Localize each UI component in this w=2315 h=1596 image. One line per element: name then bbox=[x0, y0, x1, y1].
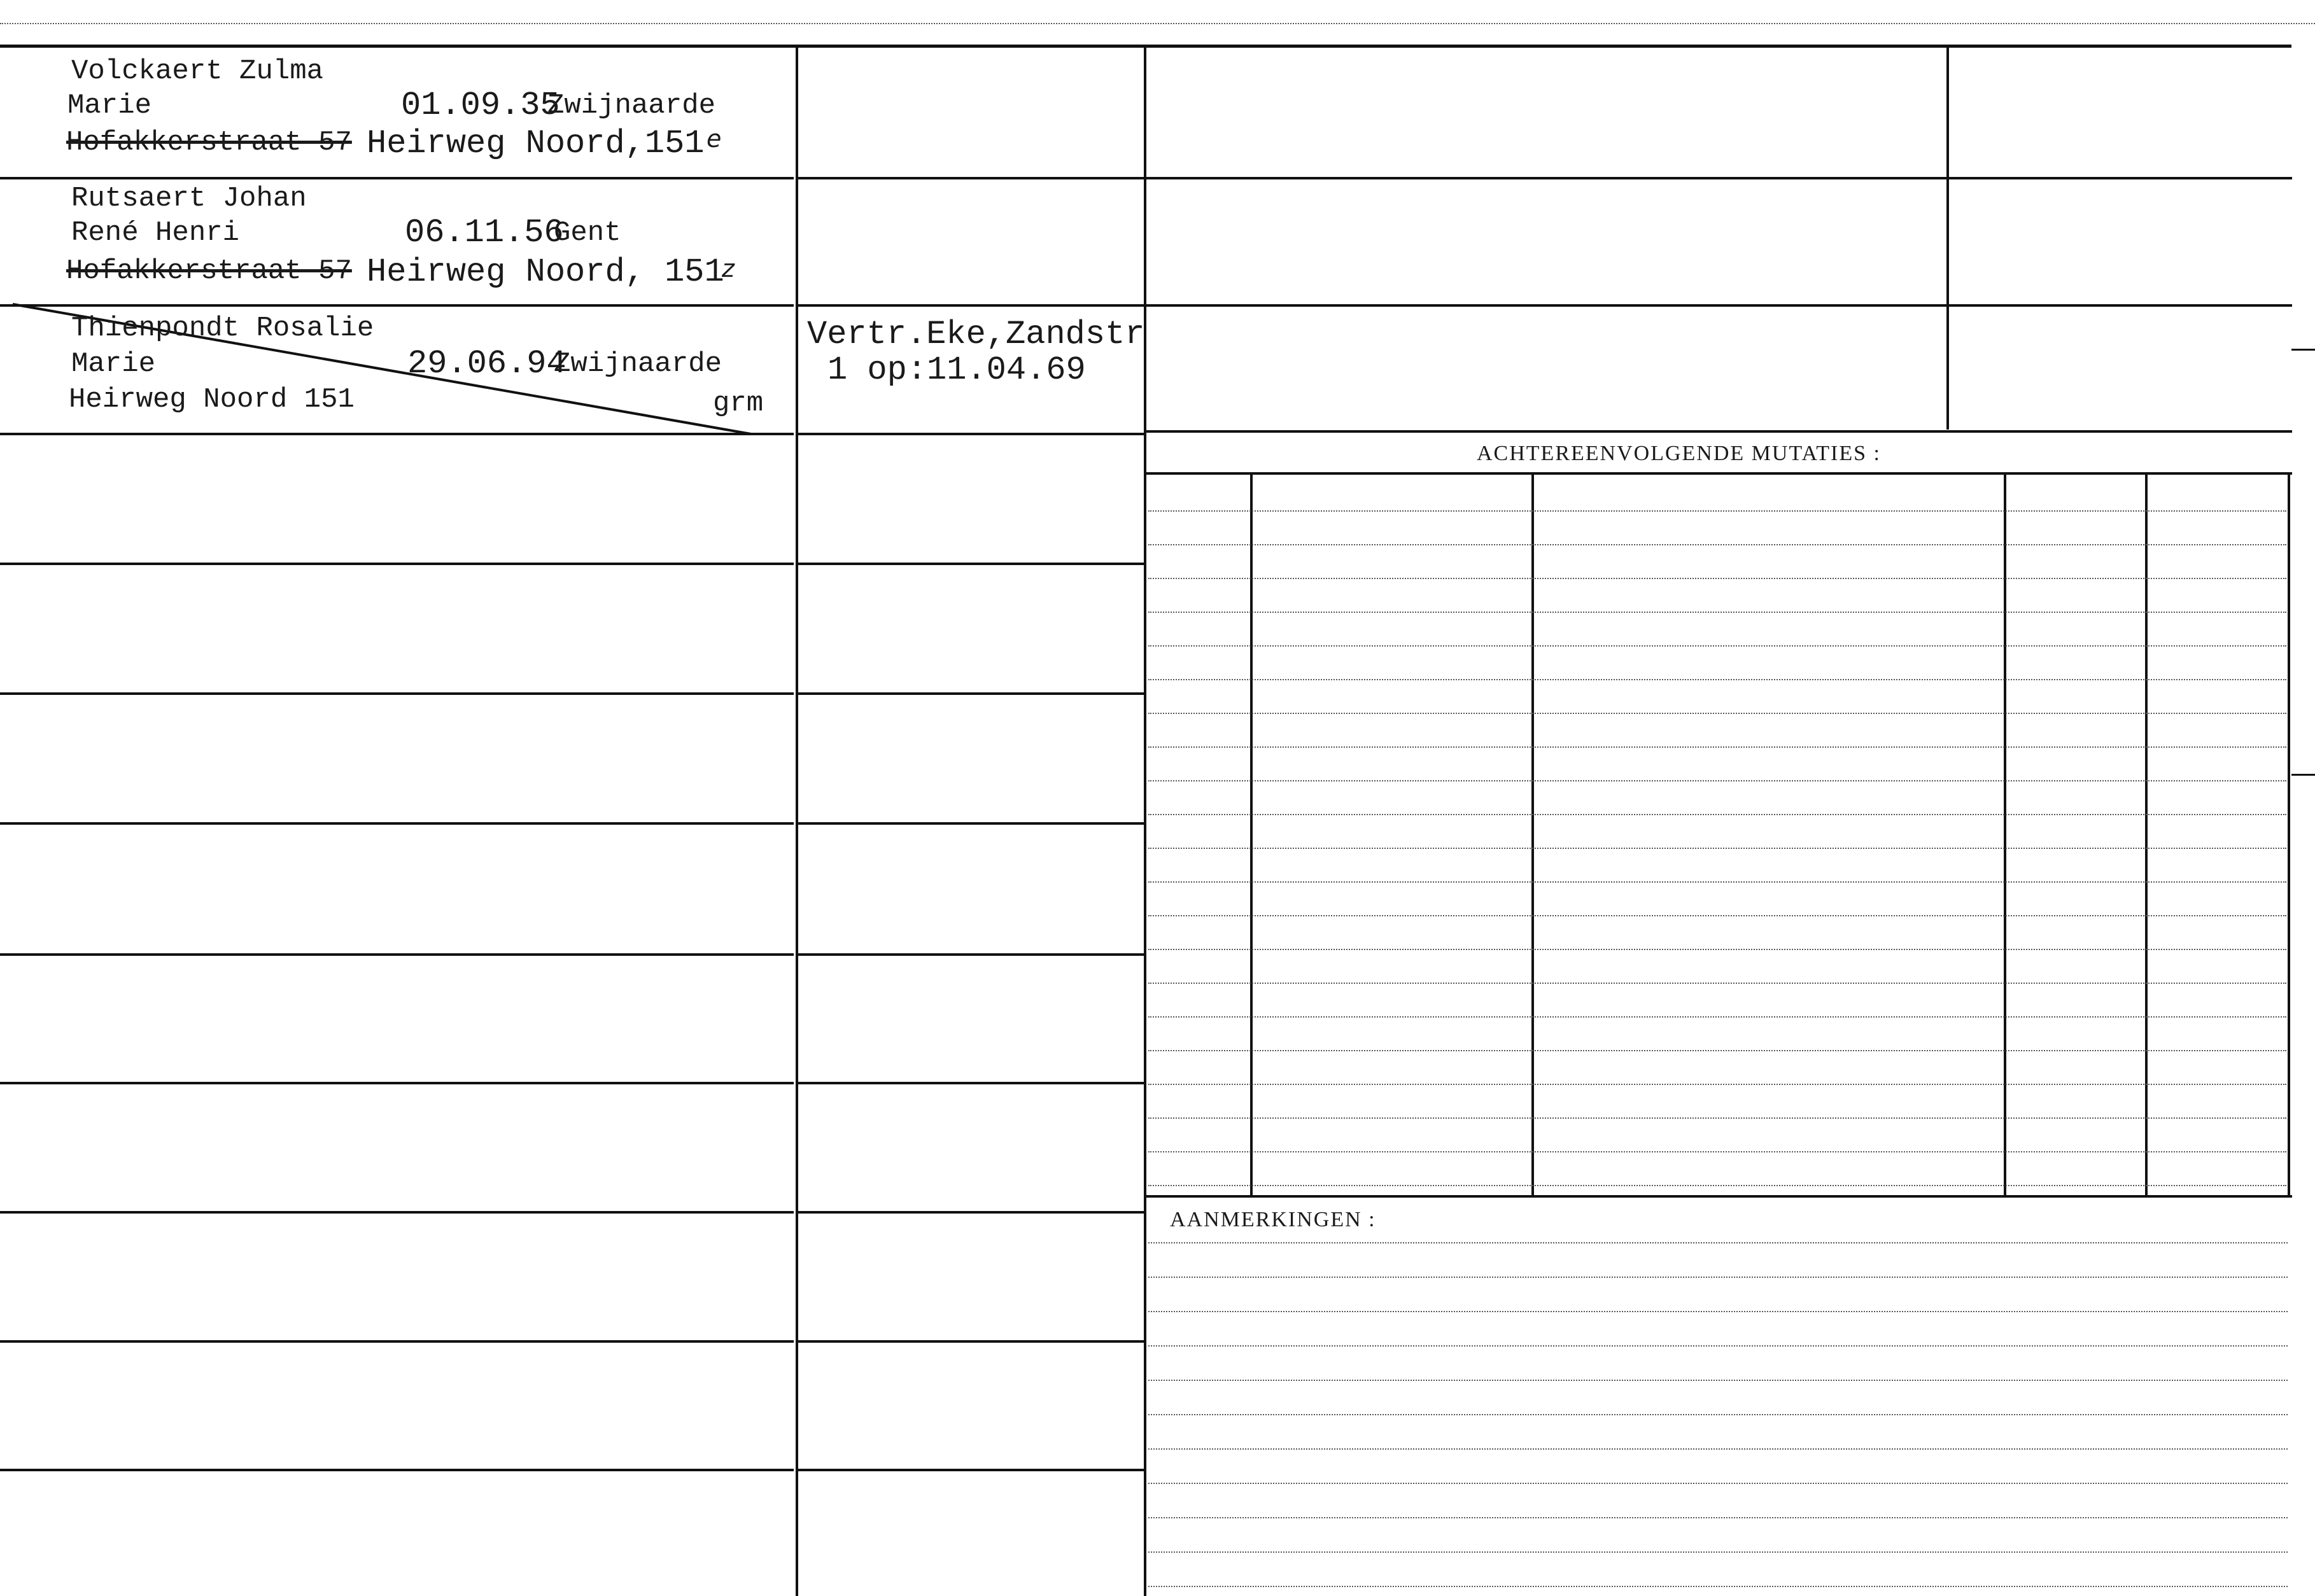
mutation-rule bbox=[1148, 1185, 2286, 1186]
top-dotted-rule bbox=[0, 23, 2315, 24]
column-divider-3 bbox=[1946, 48, 1949, 430]
row-separator bbox=[1146, 430, 2292, 433]
mutations-column-divider bbox=[1250, 475, 1253, 1195]
entry-3-departure-line1: Vertr.Eke,Zandstr bbox=[807, 316, 1145, 353]
column-divider-2 bbox=[1144, 48, 1146, 1596]
row-separator bbox=[0, 692, 794, 695]
mutation-rule bbox=[1148, 679, 2286, 680]
edge-tick bbox=[2291, 349, 2315, 351]
remark-rule bbox=[1148, 1414, 2288, 1415]
entry-2-old-address: Hofakkerstraat 57 bbox=[66, 255, 352, 287]
remark-rule bbox=[1148, 1586, 2288, 1587]
remark-rule bbox=[1148, 1277, 2288, 1278]
remark-rule bbox=[1148, 1242, 2288, 1243]
entry-1-mark: e bbox=[707, 125, 722, 153]
entry-3-mark: grm bbox=[713, 388, 764, 419]
row-separator bbox=[0, 177, 794, 179]
mutations-top-border bbox=[1146, 472, 2292, 475]
mutation-rule bbox=[1148, 1050, 2286, 1051]
mutation-rule bbox=[1148, 645, 2286, 647]
entry-2-mark: z bbox=[722, 255, 735, 283]
entry-1-birth-place: Zwijnaarde bbox=[547, 90, 716, 122]
row-separator bbox=[798, 1340, 1144, 1343]
mutation-rule bbox=[1148, 848, 2286, 849]
entry-2-new-address: Heirweg Noord, 151 bbox=[367, 253, 724, 291]
row-separator bbox=[798, 1469, 1144, 1471]
row-separator bbox=[798, 563, 1144, 565]
mutations-column-divider bbox=[2145, 475, 2148, 1195]
entry-1-new-address: Heirweg Noord,151 bbox=[367, 125, 705, 162]
row-separator bbox=[798, 1082, 1144, 1084]
entry-2-birth-date: 06.11.56 bbox=[405, 214, 564, 251]
mutation-rule bbox=[1148, 510, 2286, 512]
row-separator bbox=[798, 177, 1144, 179]
row-separator bbox=[0, 1211, 794, 1214]
remark-rule bbox=[1148, 1551, 2288, 1553]
edge-tick bbox=[2291, 774, 2315, 776]
mutation-rule bbox=[1148, 612, 2286, 613]
row-separator bbox=[1146, 304, 2292, 307]
row-separator bbox=[0, 563, 794, 565]
row-separator bbox=[798, 304, 1144, 307]
remark-rule bbox=[1148, 1448, 2288, 1450]
entry-3-given-names: Marie bbox=[71, 348, 156, 380]
mutations-column-divider bbox=[1531, 475, 1534, 1195]
mutation-rule bbox=[1148, 1084, 2286, 1085]
mutation-rule bbox=[1148, 780, 2286, 781]
row-separator bbox=[798, 822, 1144, 825]
row-separator bbox=[798, 692, 1144, 695]
entry-3-departure-line2: 1 op:11.04.69 bbox=[827, 351, 1086, 389]
row-separator bbox=[0, 1340, 794, 1343]
row-separator bbox=[798, 433, 1144, 435]
entry-3-address: Heirweg Noord 151 bbox=[69, 384, 355, 416]
entry-3-birth-date: 29.06.94 bbox=[407, 345, 566, 382]
mutation-rule bbox=[1148, 814, 2286, 815]
remark-rule bbox=[1148, 1380, 2288, 1381]
mutation-rule bbox=[1148, 1151, 2286, 1152]
mutation-rule bbox=[1148, 1016, 2286, 1018]
remarks-heading: AANMERKINGEN : bbox=[1170, 1208, 1376, 1231]
mutation-rule bbox=[1148, 578, 2286, 579]
remark-rule bbox=[1148, 1483, 2288, 1484]
mutations-column-divider bbox=[2004, 475, 2006, 1195]
entry-1-birth-date: 01.09.35 bbox=[401, 87, 560, 124]
mutations-bottom-border bbox=[1146, 1195, 2292, 1198]
entry-2-birth-place: Gent bbox=[554, 217, 621, 249]
mutation-rule bbox=[1148, 544, 2286, 545]
mutations-heading: ACHTEREENVOLGENDE MUTATIES : bbox=[1477, 442, 1881, 465]
entry-1-old-address: Hofakkerstraat 57 bbox=[66, 127, 352, 158]
row-separator bbox=[798, 1211, 1144, 1214]
row-separator bbox=[0, 822, 794, 825]
remark-rule bbox=[1148, 1517, 2288, 1518]
entry-3-birth-place: Zwijnaarde bbox=[554, 348, 722, 380]
entry-3-name: Thienpondt Rosalie bbox=[71, 312, 374, 344]
entry-2-given-names: René Henri bbox=[71, 217, 240, 249]
remark-rule bbox=[1148, 1345, 2288, 1347]
entry-2-name: Rutsaert Johan bbox=[71, 183, 307, 214]
row-separator bbox=[798, 953, 1144, 956]
mutation-rule bbox=[1148, 713, 2286, 714]
mutation-rule bbox=[1148, 983, 2286, 984]
row-separator bbox=[0, 1082, 794, 1084]
row-separator bbox=[1146, 177, 2292, 179]
mutations-right-border bbox=[2288, 475, 2290, 1195]
entry-1-name: Volckaert Zulma bbox=[71, 55, 324, 87]
mutation-rule bbox=[1148, 881, 2286, 883]
row-separator bbox=[0, 1469, 794, 1471]
row-separator bbox=[0, 953, 794, 956]
remark-rule bbox=[1148, 1311, 2288, 1312]
mutation-rule bbox=[1148, 746, 2286, 748]
mutation-rule bbox=[1148, 915, 2286, 916]
mutation-rule bbox=[1148, 949, 2286, 950]
entry-1-given-names: Marie bbox=[67, 90, 152, 122]
mutation-rule bbox=[1148, 1117, 2286, 1119]
